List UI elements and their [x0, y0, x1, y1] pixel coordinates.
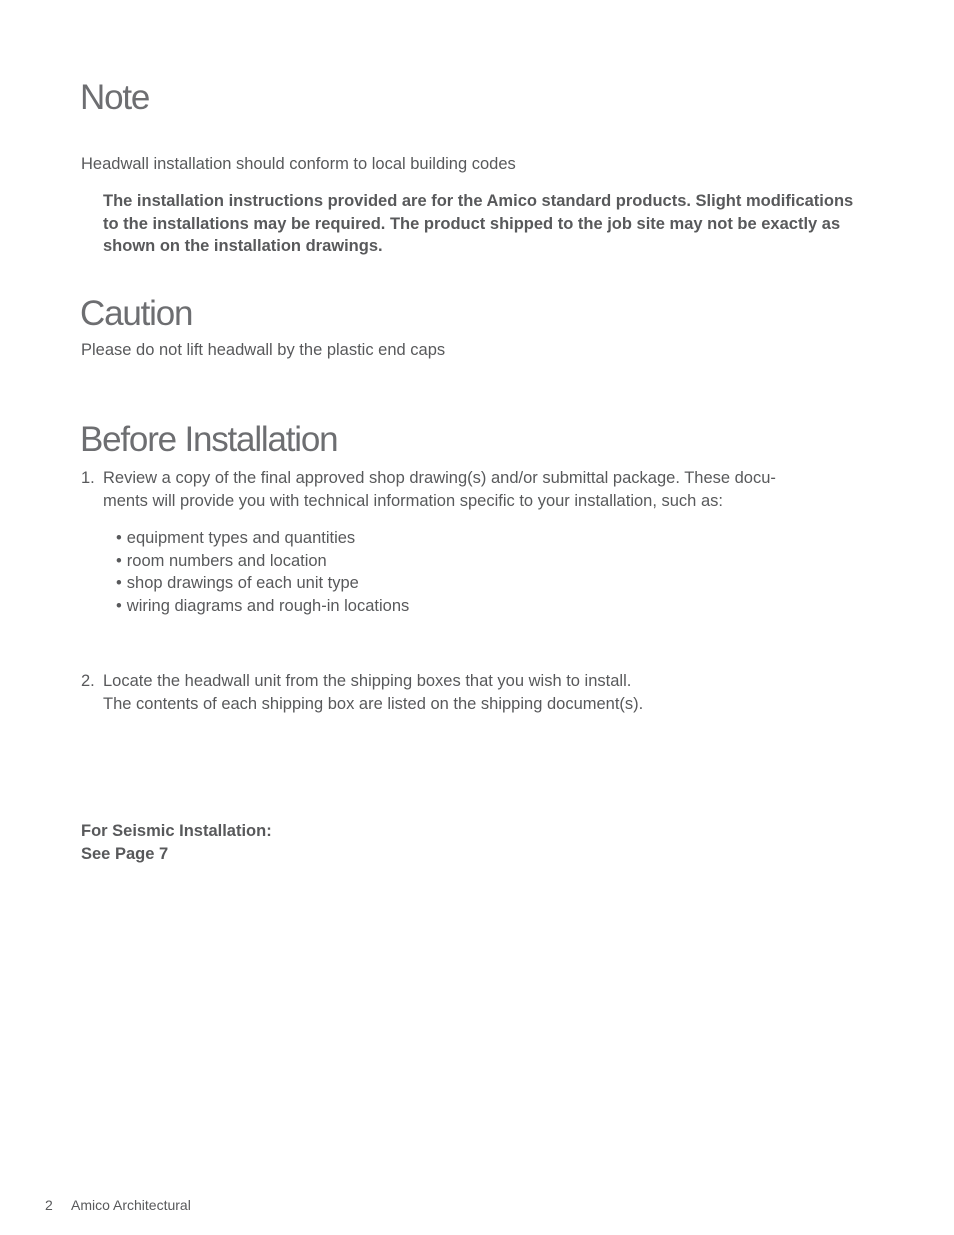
step-1-number: 1. [81, 469, 95, 487]
note-heading: Note [80, 78, 150, 117]
note-disclaimer-block [103, 190, 853, 258]
list-item: • wiring diagrams and rough-in locations [116, 595, 409, 618]
step-1-bullet-list [116, 527, 409, 617]
caution-heading: Caution [80, 294, 193, 333]
note-building-codes-text: Headwall installation should conform to local building codes [81, 155, 516, 173]
seismic-title: For Seismic Installation: [81, 822, 272, 840]
note-disclaimer-line-1: The installation instructions provided are for the Amico standard products. Slight modifications [103, 192, 854, 210]
step-1-line-2: ments will provide you with technical information specific to your installation, such as: [103, 491, 723, 510]
list-item: • shop drawings of each unit type [116, 572, 409, 595]
page-number: 2 [45, 1197, 53, 1213]
note-disclaimer-line-3: shown on the installation drawings. [103, 237, 383, 255]
note-disclaimer-line-2: to the installations may be required. The product shipped to the job site may not be exactly as [103, 214, 841, 233]
step-2-number: 2. [81, 672, 95, 690]
before-installation-heading: Before Installation [80, 420, 338, 459]
list-item: • equipment types and quantities [116, 527, 409, 550]
seismic-note [81, 820, 272, 865]
step-1-line-1: Review a copy of the final approved shop drawing(s) and/or submittal package. These docu- [103, 469, 776, 487]
step-2 [81, 670, 643, 715]
step-2-line-2: The contents of each shipping box are listed on the shipping document(s). [103, 694, 644, 713]
caution-text: Please do not lift headwall by the plastic end caps [81, 341, 446, 359]
step-2-line-1: Locate the headwall unit from the shipping boxes that you wish to install. [103, 672, 632, 690]
seismic-page-reference: See Page 7 [81, 844, 169, 863]
step-1 [81, 467, 776, 512]
list-item: • room numbers and location [116, 550, 409, 573]
footer-company-name: Amico Architectural [71, 1197, 191, 1213]
